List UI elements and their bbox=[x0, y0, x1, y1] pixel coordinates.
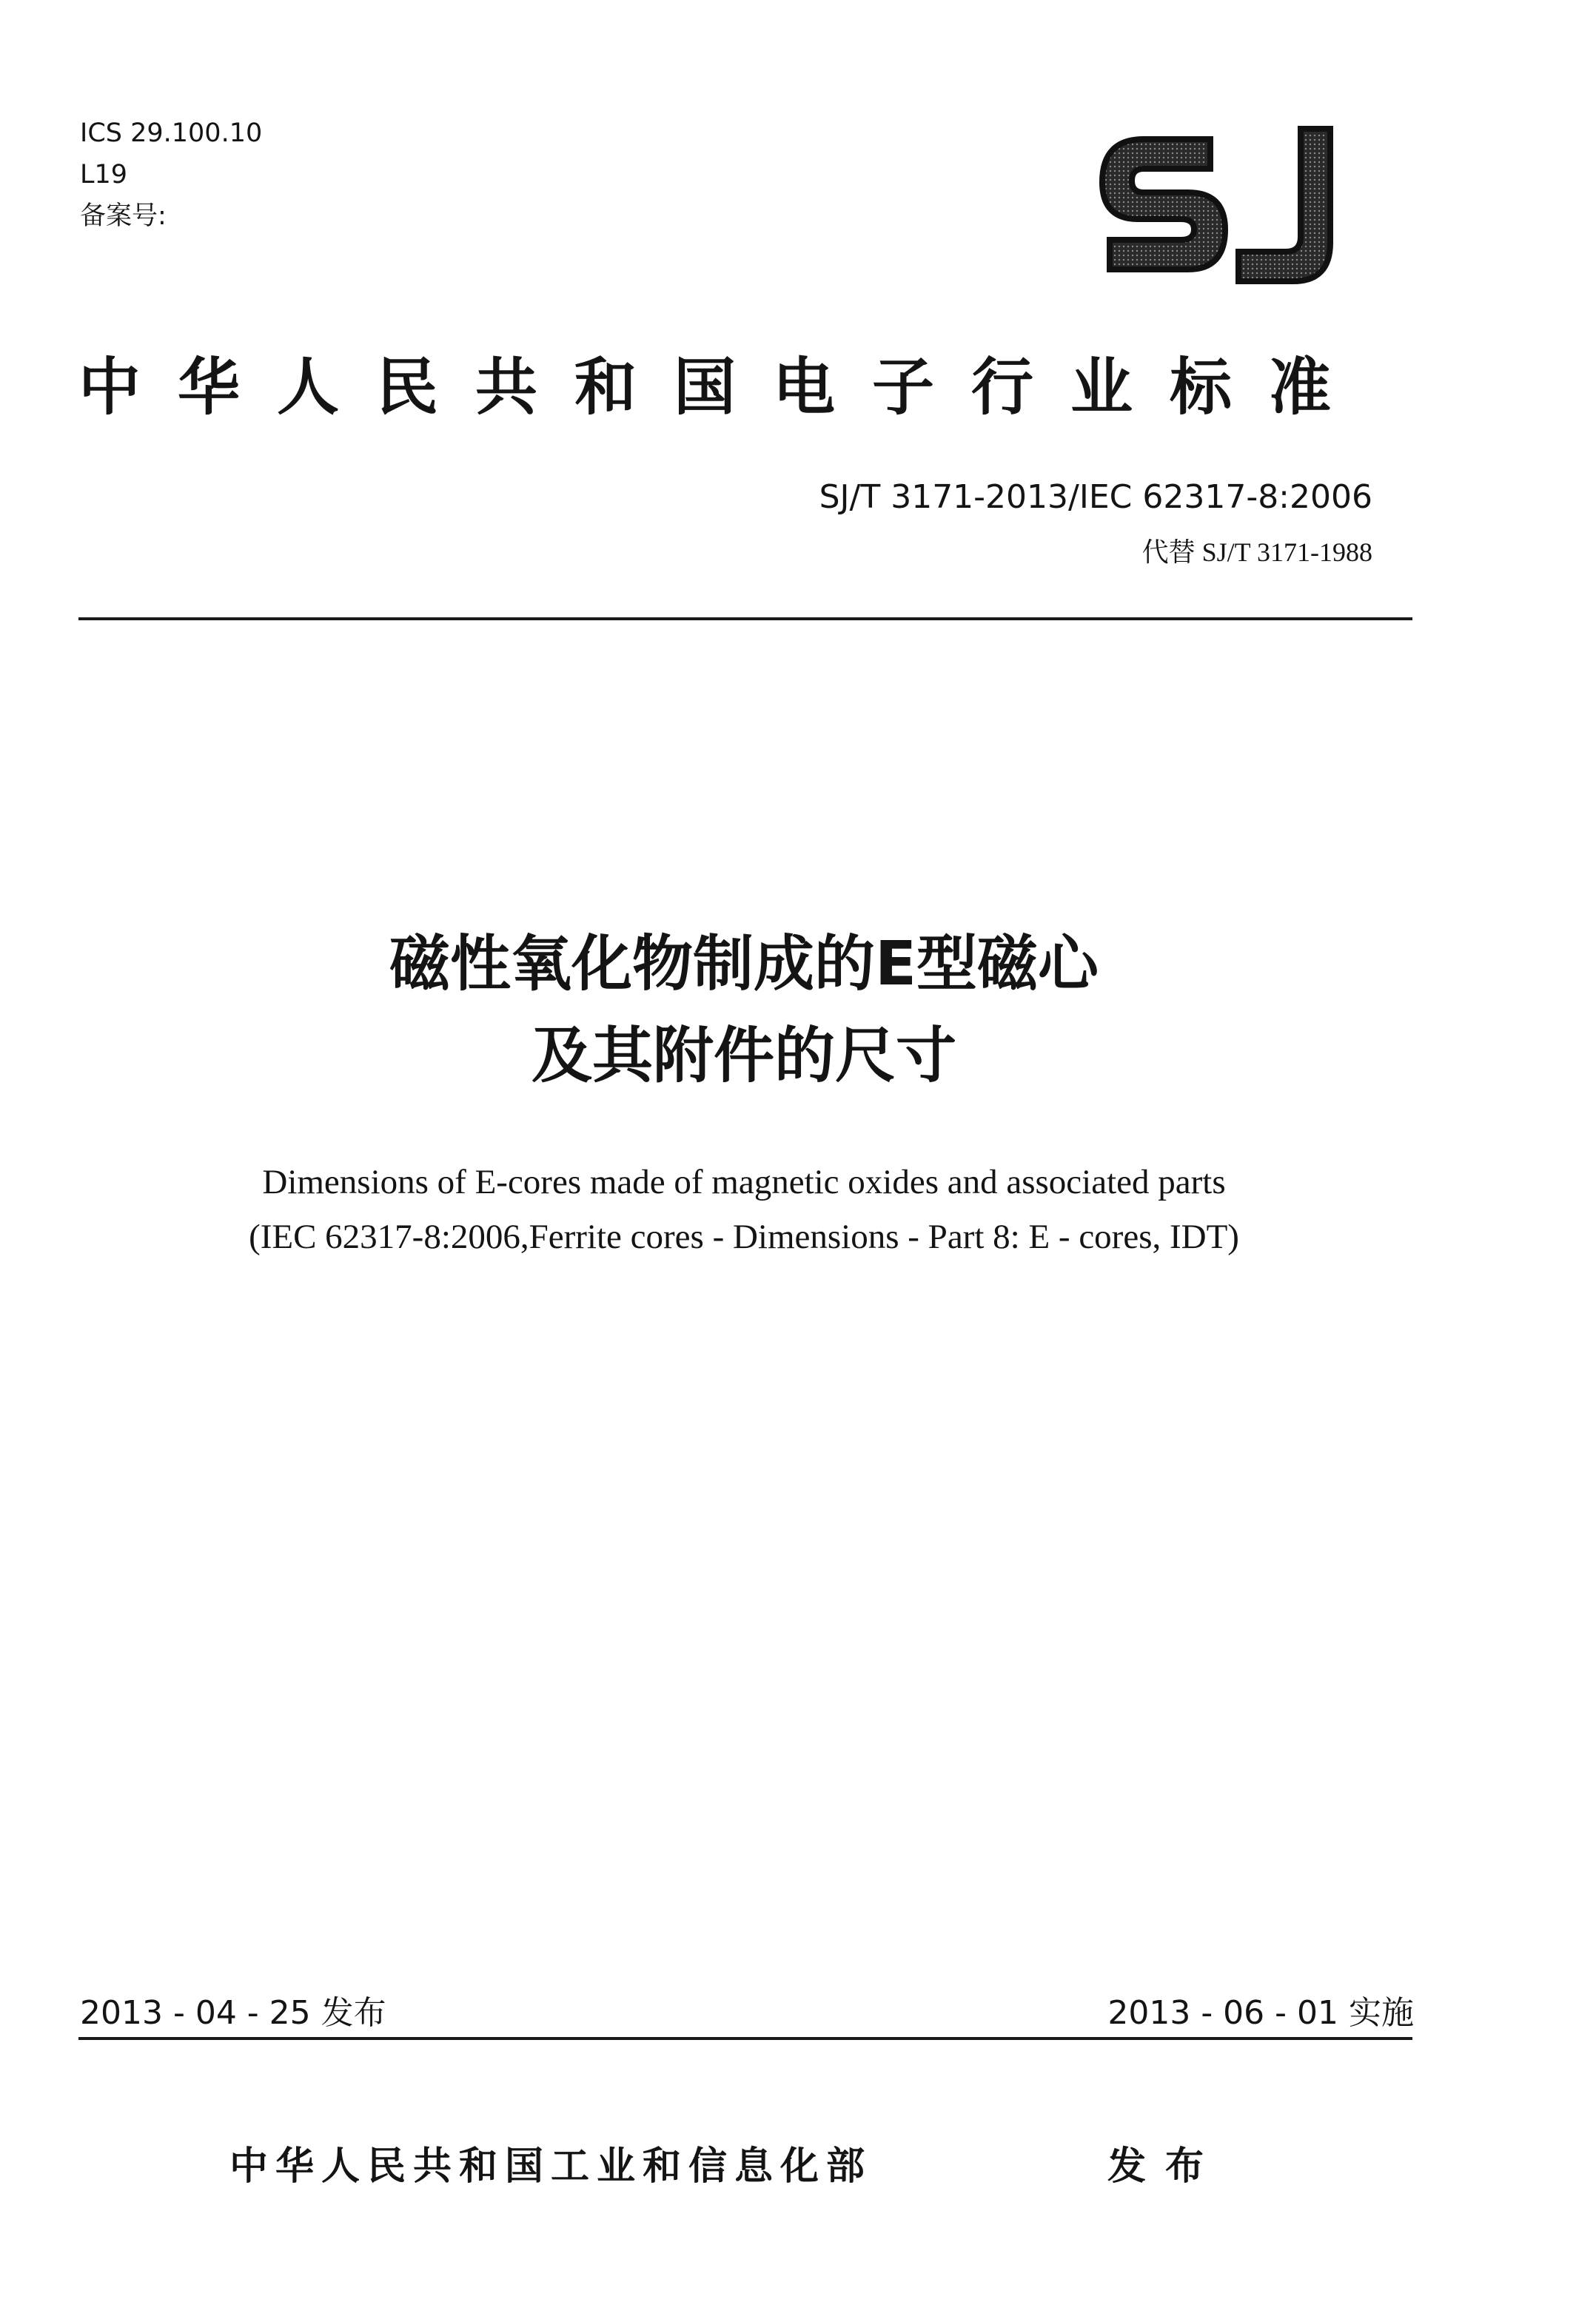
ics-code: ICS 29.100.10 bbox=[80, 118, 263, 148]
standard-number: SJ/T 3171-2013/IEC 62317-8:2006 bbox=[819, 478, 1372, 516]
date-divider bbox=[78, 2037, 1412, 2040]
issue-date: 2013 - 04 - 25 发布 bbox=[80, 1994, 386, 2032]
effective-date: 2013 - 06 - 01 实施 bbox=[1107, 1994, 1414, 2032]
publisher-name: 中华人民共和国工业和信息化部 bbox=[229, 2144, 873, 2189]
classification-codes bbox=[80, 113, 262, 237]
chinese-title-line-1: 磁性氧化物制成的E型磁心 bbox=[389, 929, 1099, 999]
header-divider bbox=[78, 617, 1412, 620]
english-title-line-1: Dimensions of E-cores made of magnetic oxides and associated parts bbox=[262, 1163, 1226, 1201]
publish-label: 发布 bbox=[1107, 2144, 1224, 2189]
standard-category-title: 中华人民共和国电子行业标准 bbox=[78, 351, 1369, 423]
english-title-line-2: (IEC 62317-8:2006,Ferrite cores - Dimensions - Part 8: E - cores, IDT) bbox=[249, 1218, 1239, 1256]
sj-logo bbox=[1099, 124, 1333, 293]
ccs-code: L19 bbox=[80, 160, 128, 189]
replaces-standard: 代替 SJ/T 3171-1988 bbox=[1141, 537, 1372, 567]
chinese-title-line-2: 及其附件的尺寸 bbox=[531, 1021, 956, 1091]
record-number-label: 备案号: bbox=[80, 201, 167, 231]
